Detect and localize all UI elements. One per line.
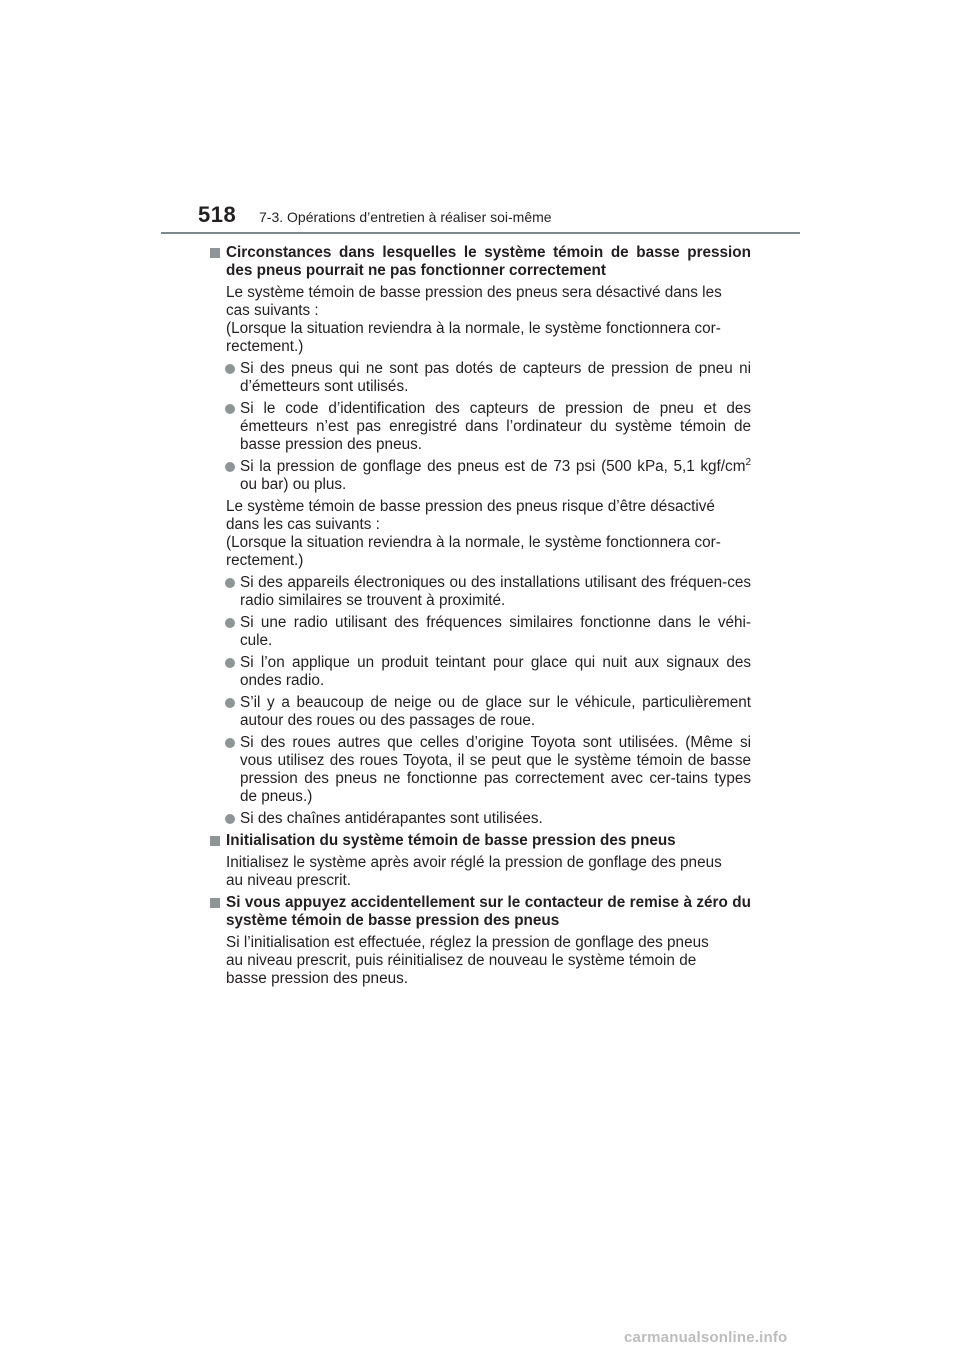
superscript: 2 — [745, 457, 751, 468]
paragraph-may-be-deactivated — [210, 498, 751, 570]
text-line: Le système témoin de basse pression des pneus risque d’être désactivé — [226, 498, 715, 515]
heading-text: Initialisation du système témoin de basse pression des pneus — [226, 832, 676, 849]
text-line: au niveau prescrit. — [226, 872, 351, 889]
text-line: Le système témoin de basse pression des pneus sera désactivé dans les — [226, 284, 722, 301]
list-item-text: Si le code d’identification des capteurs de pression de pneu et des émetteurs n’est pas enregistré dans l’ordinateur du système témoin de basse pression des pneus. — [240, 400, 751, 453]
section-heading-circumstances — [210, 244, 751, 280]
watermark: carmanualsonline.info — [624, 1329, 788, 1346]
list-item-text: Si des roues autres que celles d’origine Toyota sont utilisées. (Même si vous utilisez des roues Toyota, il se peut que le système témoin de basse pression des pneus ne fonctionne pas correctement avec cer-tains types de pneus.) — [240, 734, 751, 805]
round-bullet-icon — [225, 814, 235, 824]
square-bullet-icon — [210, 898, 220, 908]
text-line: dans les cas suivants : — [226, 516, 380, 533]
list-item-text-before: Si la pression de gonflage des pneus est de 73 psi (500 kPa, 5,1 kgf/cm — [240, 458, 746, 475]
text-line: (Lorsque la situation reviendra à la normale, le système fonctionnera cor- — [226, 534, 721, 551]
round-bullet-icon — [225, 698, 235, 708]
paragraph-reset-switch — [210, 934, 751, 988]
round-bullet-icon — [225, 462, 235, 472]
round-bullet-icon — [225, 658, 235, 668]
list-item-text: Si des appareils électroniques ou des installations utilisant des fréquen-ces radio similaires se trouvent à proximité. — [240, 574, 751, 609]
text-line: rectement.) — [226, 338, 304, 355]
text-line: basse pression des pneus. — [226, 970, 408, 987]
list-item — [210, 734, 751, 806]
text-line: rectement.) — [226, 552, 304, 569]
paragraph-deactivated — [210, 284, 751, 356]
list-item — [210, 614, 751, 650]
list-item-text-after: ou bar) ou plus. — [240, 476, 347, 493]
list-item — [210, 694, 751, 730]
list-item-text: Si des pneus qui ne sont pas dotés de capteurs de pression de pneu ni d’émetteurs sont utilisés. — [240, 360, 751, 395]
list-item — [210, 810, 751, 828]
list-item — [210, 360, 751, 396]
list-item — [210, 574, 751, 610]
heading-text: Circonstances dans lesquelles le système témoin de basse pression des pneus pourrait ne pas fonctionner correctement — [226, 244, 751, 279]
list-item-text: S’il y a beaucoup de neige ou de glace sur le véhicule, particulièrement autour des roues ou des passages de roue. — [240, 694, 751, 729]
text-line: cas suivants : — [226, 302, 319, 319]
page-number: 518 — [198, 202, 237, 227]
square-bullet-icon — [210, 836, 220, 846]
round-bullet-icon — [225, 618, 235, 628]
round-bullet-icon — [225, 738, 235, 748]
square-bullet-icon — [210, 248, 220, 258]
section-heading-initialisation — [210, 832, 751, 850]
heading-text: Si vous appuyez accidentellement sur le contacteur de remise à zéro du système témoin de basse pression des pneus — [226, 894, 751, 929]
paragraph-initialisation — [210, 854, 751, 890]
round-bullet-icon — [225, 364, 235, 374]
section-title: 7-3. Opérations d’entretien à réaliser soi-même — [259, 209, 552, 225]
list-item-text: Si une radio utilisant des fréquences similaires fonctionne dans le véhi-cule. — [240, 614, 751, 649]
list-item-text: Si l’on applique un produit teintant pour glace qui nuit aux signaux des ondes radio. — [240, 654, 751, 689]
page-header — [0, 0, 960, 240]
text-line: Initialisez le système après avoir réglé la pression de gonflage des pneus — [226, 854, 722, 871]
text-line: Si l’initialisation est effectuée, réglez la pression de gonflage des pneus — [226, 934, 709, 951]
list-item — [210, 458, 751, 494]
text-line: (Lorsque la situation reviendra à la normale, le système fonctionnera cor- — [226, 320, 721, 337]
list-item-text: Si des chaînes antidérapantes sont utilisées. — [240, 810, 543, 827]
header-divider — [161, 232, 800, 234]
section-heading-reset-switch — [210, 894, 751, 930]
list-item — [210, 654, 751, 690]
list-item — [210, 400, 751, 454]
text-line: au niveau prescrit, puis réinitialisez de nouveau le système témoin de — [226, 952, 697, 969]
page-content — [210, 244, 751, 992]
round-bullet-icon — [225, 404, 235, 414]
round-bullet-icon — [225, 578, 235, 588]
